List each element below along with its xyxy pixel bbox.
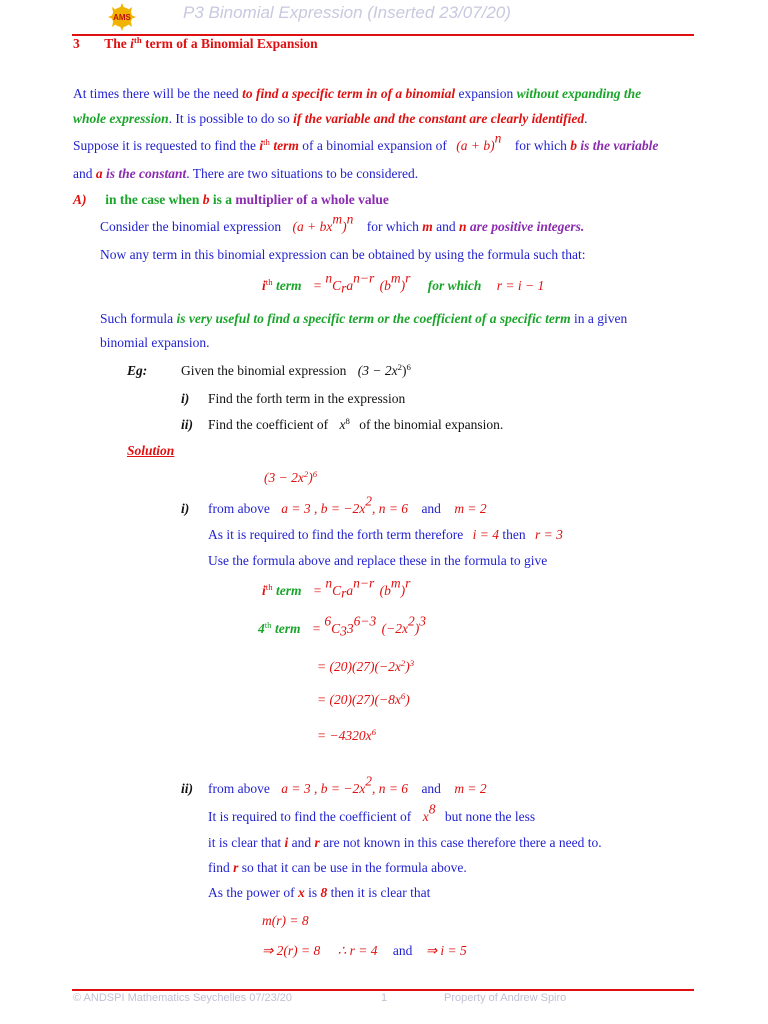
equation-m-of-r: m(r) = 8 [262, 913, 309, 928]
question-1-label: i) [181, 391, 190, 406]
question-1: Find the forth term in the expression [208, 391, 406, 406]
part-1-label: i) [181, 501, 190, 516]
intro-line-1: At times there will be the need to find a specific term in of a binomial expansion without expanding the [73, 86, 642, 101]
intro-line-4: and a is the constant. There are two situations to be considered. [73, 166, 419, 181]
step-2: = $(20)(27)(-8x^6)$ [317, 691, 410, 707]
consider-line: Consider the binomial expression $(a + bx^m)^n$ for which m and n are positive integers. [100, 211, 585, 234]
part-2-line-1: It is required to find the coefficient of $x^8$ but none the less [208, 801, 536, 824]
part-2-label: ii) [181, 781, 193, 796]
section-number: 3 [73, 36, 80, 51]
part-2-line-3: find r so that it can be use in the formula above. [208, 860, 467, 875]
ams-logo-icon [104, 2, 140, 32]
fourth-term-formula: 4th term = $^6C_33^{6-3}$ $(-2x^2)^3$ [258, 613, 426, 639]
footer-copyright: © ANDSPI Mathematics Seychelles 07/23/20 [73, 992, 293, 1004]
logo-text: AMS [113, 13, 131, 22]
ith-term-formula: $i^{th}$ term = $^nC_ra^{n-r}$ $(b^m)^r$ for which r = i − 1 [262, 270, 545, 296]
footer-rule [72, 989, 694, 991]
part-2-line-4: As the power of x is 8 then it is clear that [208, 885, 431, 900]
such-line-2: binomial expansion. [100, 335, 210, 350]
example-given: Given the binomial expression $(3 - 2x^2)^6$ [181, 362, 411, 378]
part-2-from-above: from above a = 3 , $b = -2x^2$, n = 6 and m = 2 [208, 773, 487, 796]
part-1-use: Use the formula above and replace these in the formula to give [208, 553, 548, 568]
question-2-label: ii) [181, 417, 193, 432]
step-3-result: = $-4320x^6$ [317, 727, 376, 743]
intro-line-2: whole expression. It is possible to do so if the variable and the constant are clearly identified. [73, 111, 588, 126]
section-heading: 3 The $i^{th}$ term of a Binomial Expansion [73, 35, 318, 51]
footer-property: Property of Andrew Spiro [444, 992, 567, 1004]
header-title: P3 Binomial Expression (Inserted 23/07/20) [183, 3, 511, 22]
equation-solve-r: ⇒ 2(r) = 8 ∴ r = 4 and ⇒ i = 5 [262, 943, 467, 958]
such-line-1: Such formula is very useful to find a specific term or the coefficient of a specific term in a given [100, 311, 628, 326]
question-2: Find the coefficient of $x^8$ of the binomial expansion. [208, 416, 504, 432]
case-a-label: A) [73, 192, 87, 207]
formula-restated: $i^{th}$ term = $^nC_ra^{n-r}$ $(b^m)^r$ [262, 575, 411, 601]
part-1-from-above: from above a = 3 , $b = -2x^2$, n = 6 and m = 2 [208, 493, 487, 516]
solution-label: Solution [127, 443, 175, 458]
part-2-line-2: it is clear that i and r are not known in this case therefore there a need to. [208, 835, 602, 850]
intro-line-3: Suppose it is requested to find the $i^{th}$ term of a binomial expansion of $(a + b)^n$ for which b is the variable [73, 130, 659, 153]
step-1: = $(20)(27)(-2x^2)^3$ [317, 658, 415, 674]
solution-expression: $(3 - 2x^2)^6$ [264, 469, 318, 485]
footer-page-number: 1 [381, 992, 388, 1004]
now-line: Now any term in this binomial expression can be obtained by using the formula such that: [100, 247, 586, 262]
case-a-heading: A) in the case when b is a multiplier of a whole value [73, 192, 389, 207]
part-1-required: As it is required to find the forth term therefore i = 4 then r = 3 [208, 527, 563, 542]
example-label: Eg: [127, 363, 148, 378]
